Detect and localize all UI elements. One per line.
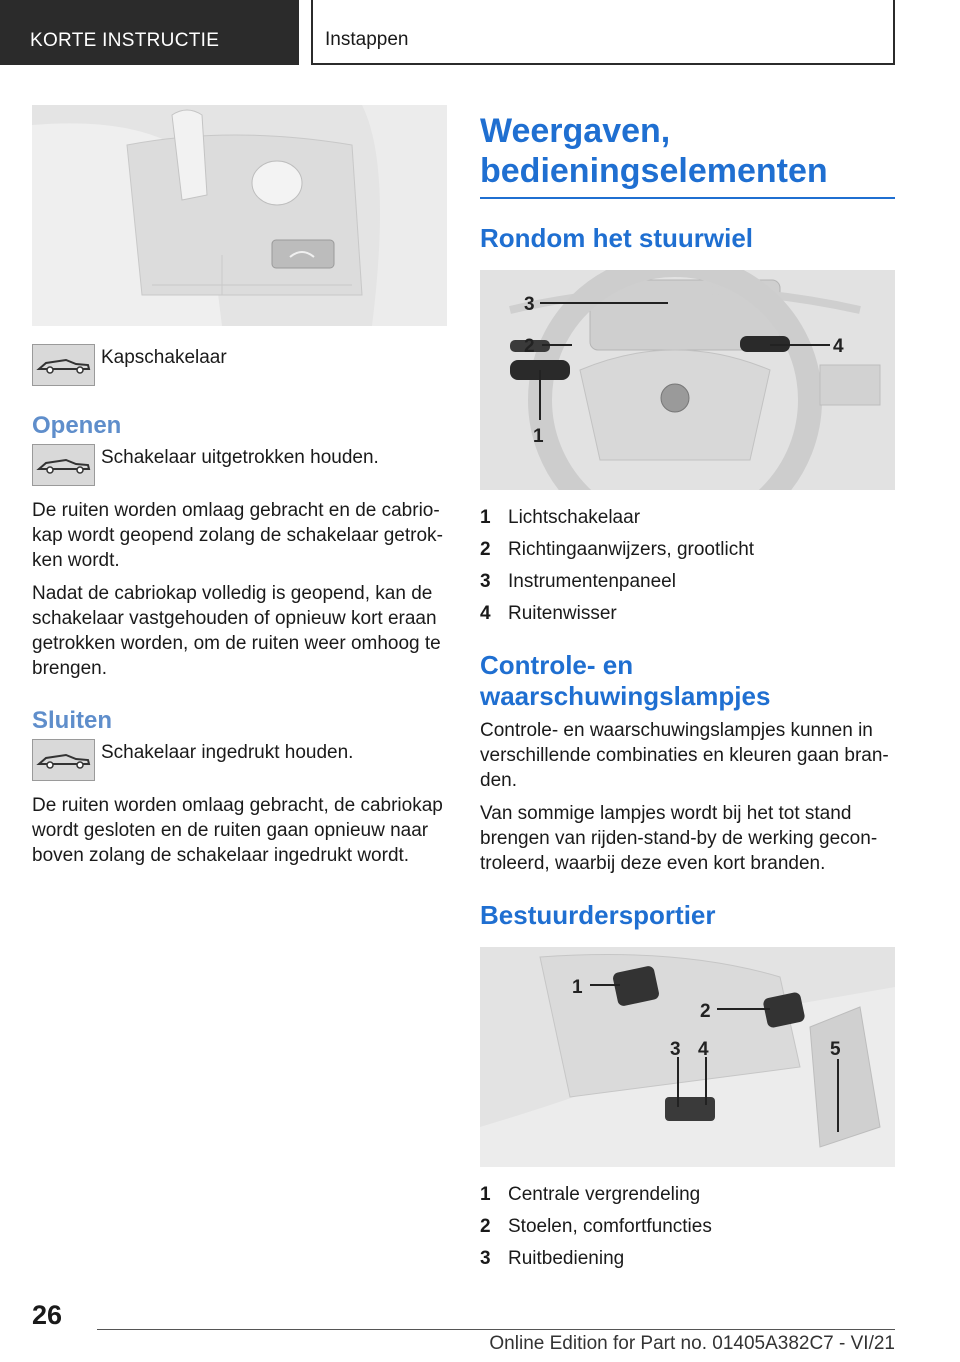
section-title: Instappen	[325, 29, 409, 50]
door-heading: Bestuurdersportier	[480, 900, 716, 930]
list-item: 3 Ruitbediening	[480, 1248, 625, 1269]
caption-row	[32, 344, 447, 386]
driver-door-photo	[480, 947, 895, 1167]
warning-heading: Controle- en waarschuwingslampjes	[480, 650, 771, 711]
section-tab	[311, 0, 895, 65]
close-instruction-row	[32, 739, 447, 781]
close-instruction: Schakelaar ingedrukt houden.	[101, 742, 354, 763]
roof-switch-photo	[32, 105, 447, 326]
door-callout-5: 5	[830, 1039, 841, 1060]
steering-heading: Rondom het stuurwiel	[480, 223, 753, 253]
list-item: 2 Stoelen, comfortfuncties	[480, 1216, 712, 1237]
door-legend	[480, 1179, 895, 1275]
close-heading: Sluiten	[32, 707, 113, 734]
convertible-car-icon	[32, 739, 95, 781]
warning-paragraph-2: Van sommige lampjes wordt bij het tot stand brengen van rijden-stand-by de werking gecontroleerd, waarbij deze even kort branden.	[480, 803, 878, 874]
left-column	[32, 105, 447, 868]
list-item: 4 Ruitenwisser	[480, 603, 617, 624]
main-heading: Weergaven, bedieningselementen	[480, 112, 828, 190]
convertible-car-icon	[32, 444, 95, 486]
open-paragraph-1: De ruiten worden omlaag gebracht en de cabriokap wordt geopend zolang de schakelaar getrokken wordt.	[32, 500, 443, 571]
steering-legend	[480, 502, 895, 630]
page-number: 26	[32, 1300, 63, 1330]
chapter-tab	[0, 0, 299, 65]
list-item: 1 Centrale vergrendeling	[480, 1184, 701, 1205]
roof-switch-caption: Kapschakelaar	[101, 347, 227, 368]
list-item: 2 Richtingaanwijzers, grootlicht	[480, 539, 755, 560]
footer-rule	[97, 1329, 895, 1330]
door-callout-3: 3	[670, 1039, 681, 1060]
warning-paragraph-1: Controle- en waarschuwingslampjes kunnen in verschillende combinaties en kleuren gaan branden.	[480, 720, 889, 791]
steering-callout-4: 4	[833, 336, 844, 357]
heading-rule	[480, 197, 895, 199]
door-callout-1: 1	[572, 977, 583, 998]
open-heading: Openen	[32, 412, 122, 439]
right-column	[480, 105, 895, 1275]
open-paragraph-2: Nadat de cabriokap volledig is geopend, kan de schakelaar vastgehouden of opnieuw kort eraan getrokken worden, om de ruiten weer omhoog te brengen.	[32, 583, 441, 679]
list-item: 1 Lichtschakelaar	[480, 507, 641, 528]
open-instruction-row	[32, 444, 447, 486]
steering-callout-2: 2	[524, 336, 535, 357]
convertible-car-icon	[32, 344, 95, 386]
door-callout-4: 4	[698, 1039, 709, 1060]
steering-wheel-photo	[480, 270, 895, 490]
chapter-title: KORTE INSTRUCTIE	[30, 30, 220, 51]
list-item: 3 Instrumentenpaneel	[480, 571, 676, 592]
steering-callout-1: 1	[533, 426, 544, 447]
footer-edition: Online Edition for Part no. 01405A382C7 - VI/21	[489, 1333, 895, 1354]
open-instruction: Schakelaar uitgetrokken houden.	[101, 447, 379, 468]
door-callout-2: 2	[700, 1001, 711, 1022]
steering-callout-3: 3	[524, 294, 535, 315]
close-paragraph-1: De ruiten worden omlaag gebracht, de cabriokap wordt gesloten en de ruiten gaan opnieuw naar boven zolang de schakelaar ingedrukt wordt.	[32, 795, 443, 866]
